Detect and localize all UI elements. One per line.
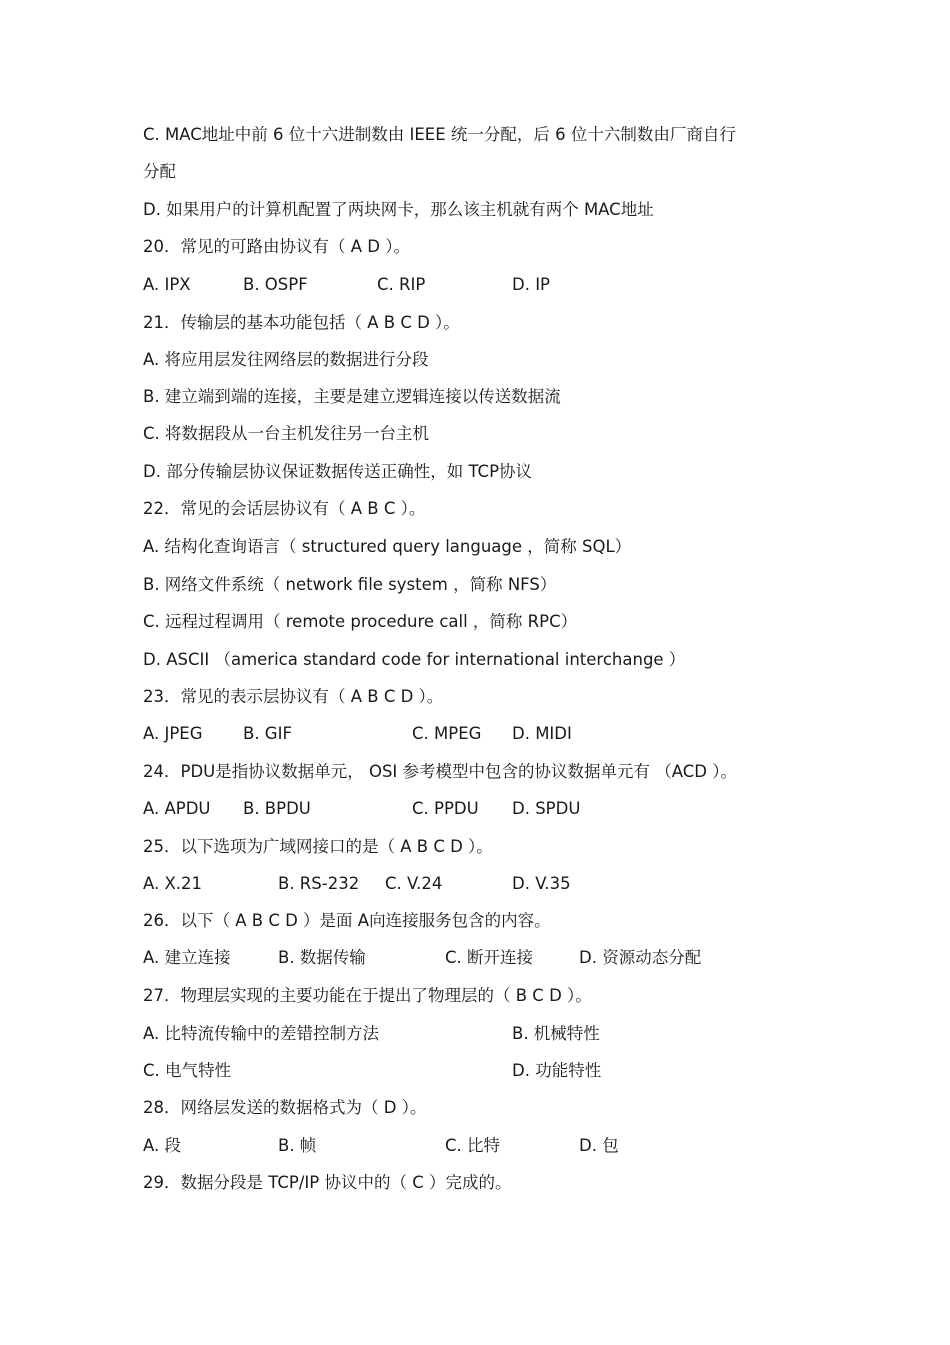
option-text: A. 将应用层发往网络层的数据进行分段 <box>143 350 429 369</box>
option-c: C. RIP <box>377 275 426 294</box>
question-21 <box>143 311 460 335</box>
option-b: B. 数据传输 <box>278 948 366 967</box>
question-21-option-a <box>143 348 429 372</box>
option-text: D. ASCII （america standard code for international interchange ） <box>143 650 686 669</box>
question-27 <box>143 984 592 1008</box>
question-23 <box>143 685 443 709</box>
option-d: D. 包 <box>579 1136 619 1155</box>
question-text: 24．PDU是指协议数据单元， OSI 参考模型中包含的协议数据单元有 （ACD ）。 <box>143 762 738 781</box>
question-text: 28．网络层发送的数据格式为（ D ）。 <box>143 1098 427 1117</box>
option-c: C. PPDU <box>412 799 479 818</box>
option-d: D. V.35 <box>512 874 571 893</box>
option-text: C. MAC地址中前 6 位十六进制数由 IEEE 统一分配，后 6 位十六制数由厂商自行 <box>143 125 736 144</box>
question-29 <box>143 1171 511 1195</box>
option-b: B. BPDU <box>243 799 311 818</box>
question-text: 22．常见的会话层协议有（ A B C ）。 <box>143 499 426 518</box>
option-b: B. RS-232 <box>278 874 360 893</box>
question-26 <box>143 909 551 933</box>
option-text: B. 网络文件系统（ network file system ，简称 NFS） <box>143 575 557 594</box>
question-21-option-d <box>143 460 532 484</box>
option-c: C. 电气特性 <box>143 1061 232 1080</box>
question-22-option-d <box>143 648 685 672</box>
option-d: D. 功能特性 <box>512 1061 602 1080</box>
question-text: 21．传输层的基本功能包括（ A B C D ）。 <box>143 313 460 332</box>
question-text: 20．常见的可路由协议有（ A D ）。 <box>143 237 410 256</box>
option-a: A. 建立连接 <box>143 948 231 967</box>
option-d: D. MIDI <box>512 724 572 743</box>
question-21-option-c <box>143 422 429 446</box>
question-text: 26．以下（ A B C D ）是面 A向连接服务包含的内容。 <box>143 911 551 930</box>
option-text: C. 远程过程调用（ remote procedure call ，简称 RPC） <box>143 612 578 631</box>
option-b: B. 机械特性 <box>512 1024 600 1043</box>
option-d: D. IP <box>512 275 551 294</box>
question-28 <box>143 1096 426 1120</box>
option-text: 分配 <box>143 162 176 181</box>
question-text: 23．常见的表示层协议有（ A B C D ）。 <box>143 687 444 706</box>
question-24 <box>143 760 737 784</box>
question-text: 25．以下选项为广域网接口的是（ A B C D ）。 <box>143 837 493 856</box>
option-a: A. JPEG <box>143 724 203 743</box>
option-c-mac-line2 <box>143 160 176 184</box>
option-a: A. X.21 <box>143 874 203 893</box>
option-text: D. 如果用户的计算机配置了两块网卡，那么该主机就有两个 MAC地址 <box>143 200 654 219</box>
option-d: D. SPDU <box>512 799 581 818</box>
question-22-option-b <box>143 573 556 597</box>
option-c: C. 比特 <box>445 1136 501 1155</box>
question-22 <box>143 497 425 521</box>
option-text: D. 部分传输层协议保证数据传送正确性，如 TCP协议 <box>143 462 533 481</box>
option-b: B. OSPF <box>243 275 308 294</box>
option-a: A. IPX <box>143 275 191 294</box>
option-d: D. 资源动态分配 <box>579 948 702 967</box>
question-20 <box>143 235 410 259</box>
question-25 <box>143 835 493 859</box>
option-c-mac-line1 <box>143 123 736 147</box>
option-text: B. 建立端到端的连接，主要是建立逻辑连接以传送数据流 <box>143 387 561 406</box>
option-d-mac <box>143 198 654 222</box>
option-a: A. 段 <box>143 1136 181 1155</box>
option-text: C. 将数据段从一台主机发往另一台主机 <box>143 424 430 443</box>
option-c: C. MPEG <box>412 724 482 743</box>
option-c: C. V.24 <box>385 874 443 893</box>
question-text: 27．物理层实现的主要功能在于提出了物理层的（ B C D ）。 <box>143 986 592 1005</box>
option-a: A. 比特流传输中的差错控制方法 <box>143 1024 379 1043</box>
question-22-option-a <box>143 535 631 559</box>
option-a: A. APDU <box>143 799 211 818</box>
question-21-option-b <box>143 385 561 409</box>
question-text: 29．数据分段是 TCP/IP 协议中的（ C ）完成的。 <box>143 1173 512 1192</box>
option-b: B. GIF <box>243 724 292 743</box>
option-text: A. 结构化查询语言（ structured query language ，简称 SQL） <box>143 537 632 556</box>
question-22-option-c <box>143 610 577 634</box>
option-c: C. 断开连接 <box>445 948 534 967</box>
option-b: B. 帧 <box>278 1136 317 1155</box>
